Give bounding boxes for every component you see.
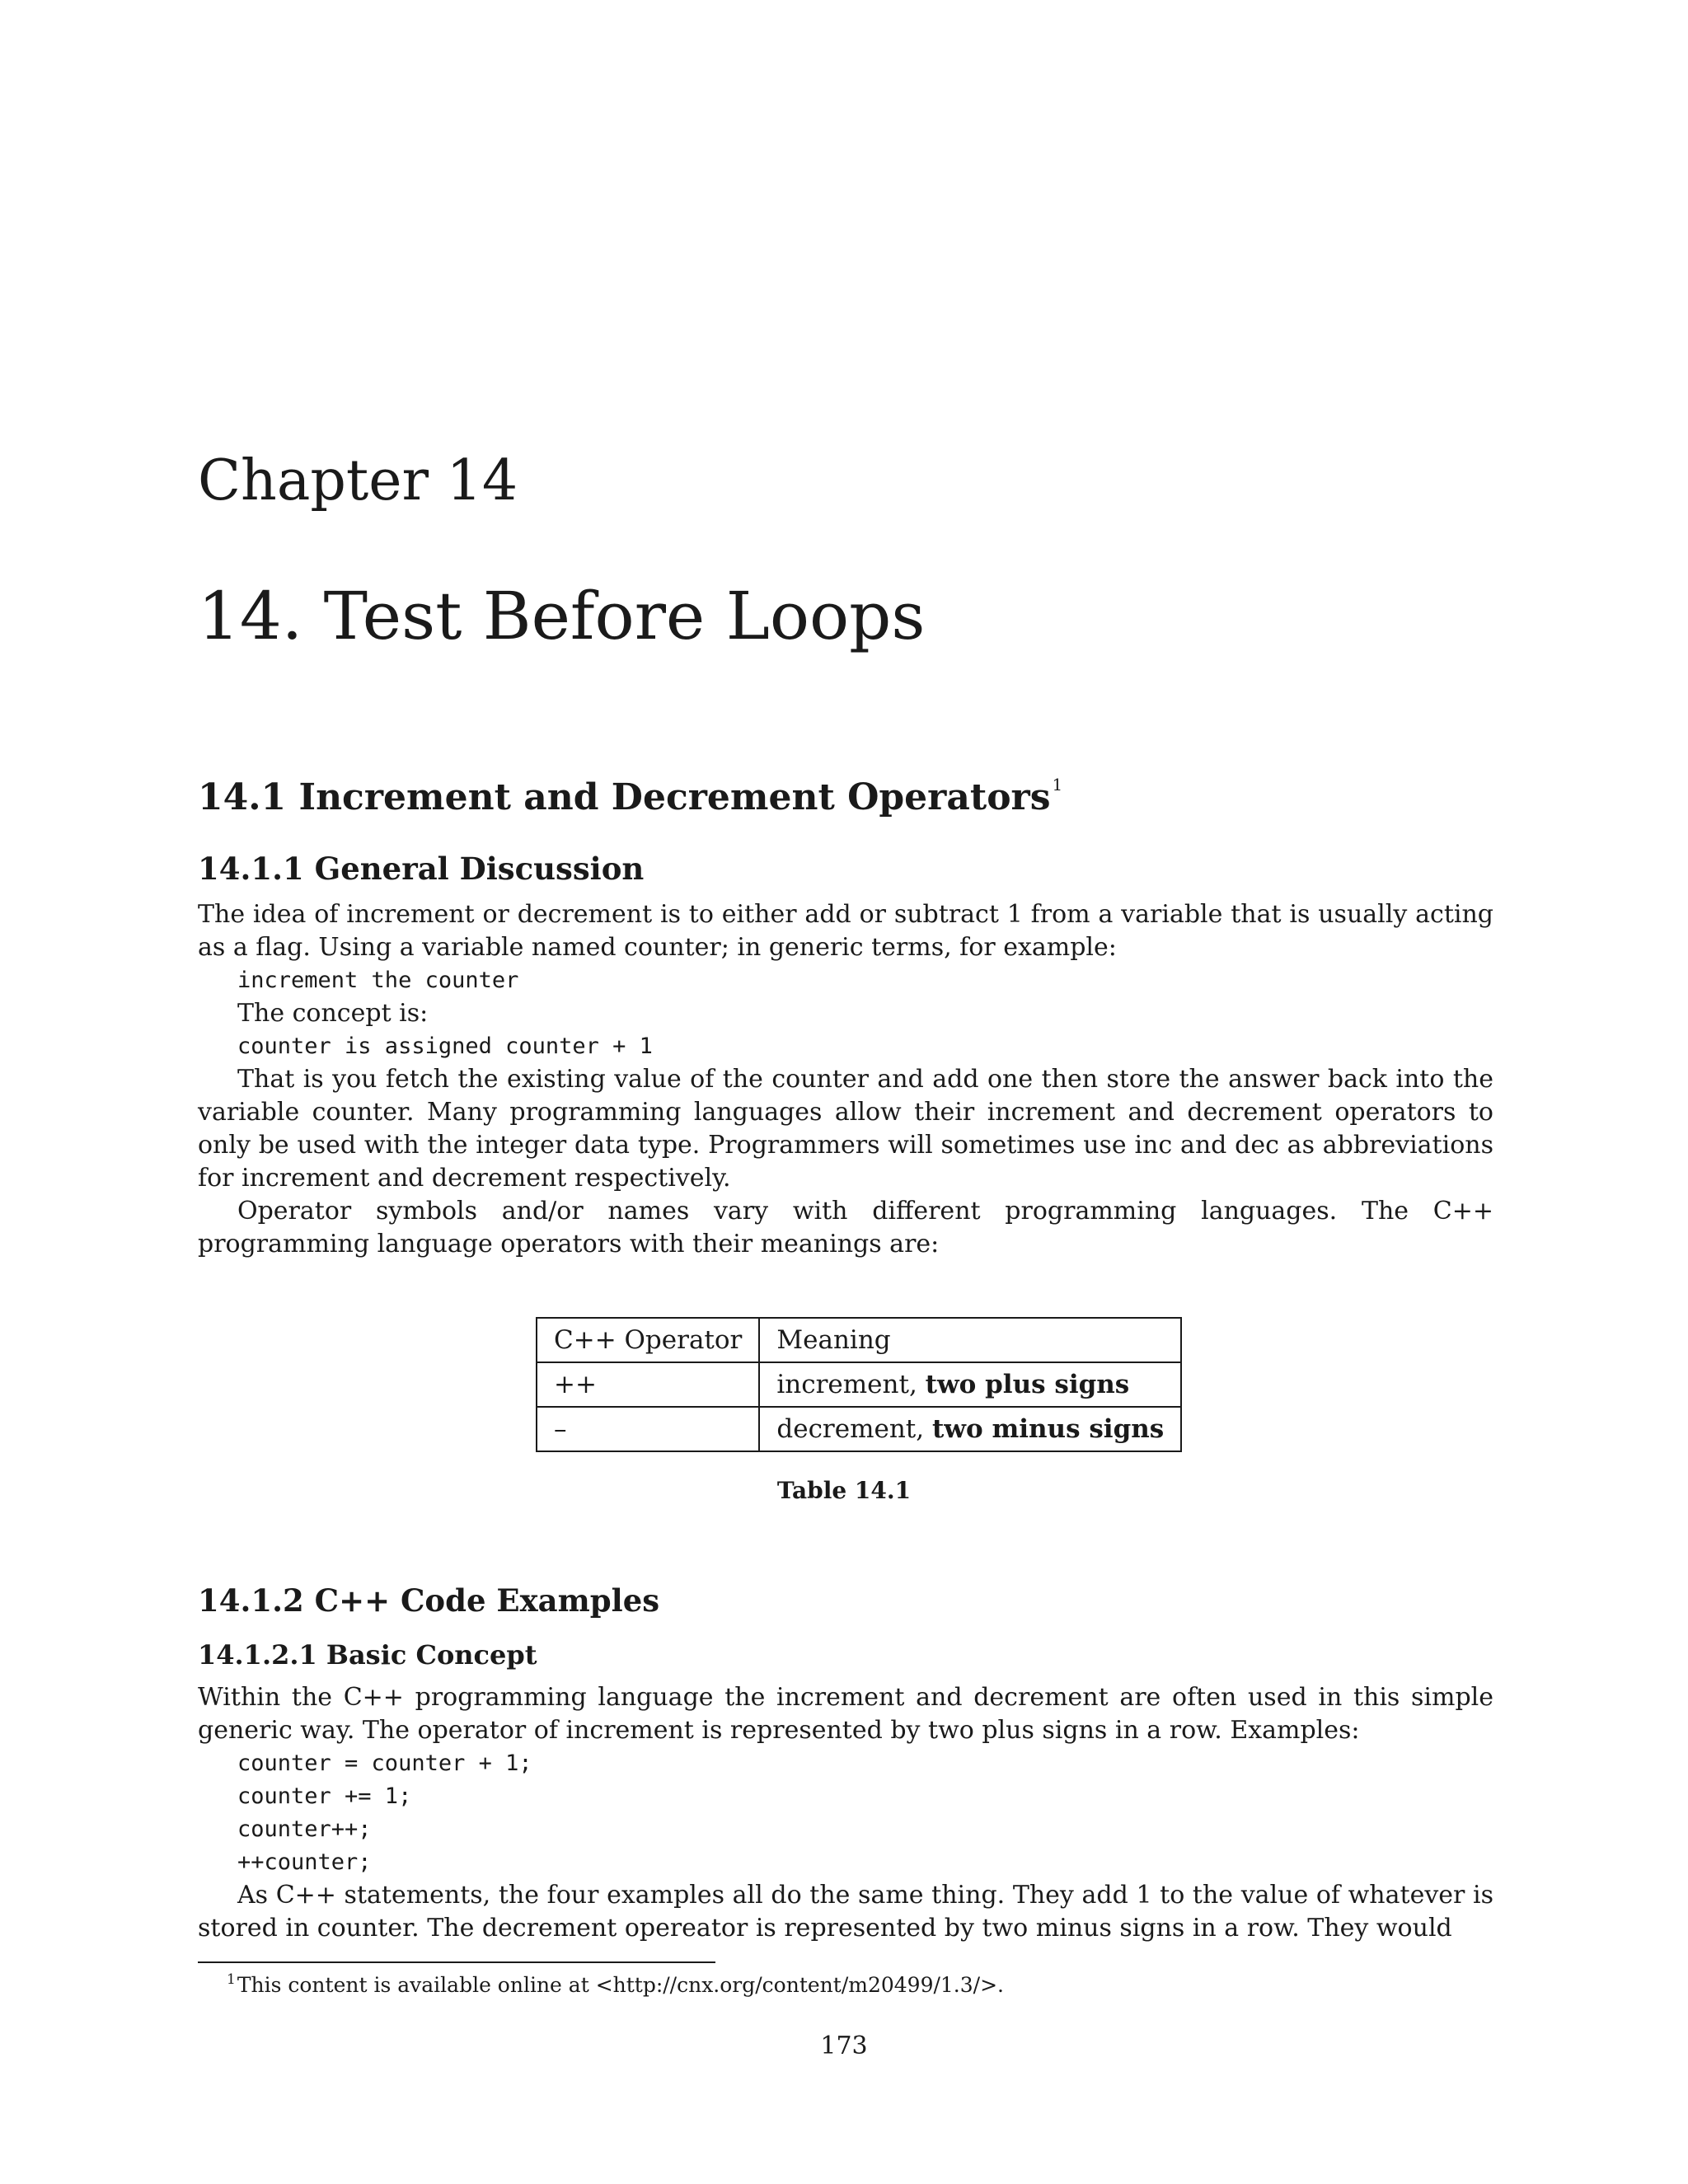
table-header-cell: Meaning (759, 1318, 1181, 1362)
paragraph: The concept is: (237, 999, 429, 1028)
paragraph: The idea of increment or decrement is to either add or subtract 1 from a variable that is usually acting as a flag. Using a variable named counter; in generic terms, for example: (198, 900, 1493, 962)
code-line: counter += 1; (237, 1783, 412, 1809)
table-header-row (537, 1318, 1181, 1362)
section-heading-14-1 (198, 775, 1063, 818)
chapter-title: 14. Test Before Loops (198, 578, 926, 654)
paragraph: That is you fetch the existing value of the counter and add one then store the answer back into the variable counter. Many programming languages allow their increment and decrement operators to only be used with the integer data type. Programmers will sometimes use inc and dec as abbreviations for increment and decrement respectively. (198, 1065, 1493, 1193)
paragraph: As C++ statements, the four examples all do the same thing. They add 1 to the value of whatever is stored in counter. The decrement opereator is represented by two minus signs in a row. They would (198, 1881, 1493, 1943)
section-heading-text: 14.1 Increment and Decrement Operators (198, 776, 1051, 818)
general-discussion-body (198, 898, 1493, 1261)
subsection-heading-14-1-1: 14.1.1 General Discussion (198, 851, 645, 887)
subsubsection-heading-14-1-2-1: 14.1.2.1 Basic Concept (198, 1639, 537, 1671)
table-header-cell: C++ Operator (537, 1318, 759, 1362)
operator-table (536, 1317, 1182, 1452)
table-caption: Table 14.1 (776, 1477, 912, 1504)
footnote-ref[interactable]: 1 (1052, 775, 1063, 794)
code-line: counter is assigned counter + 1 (237, 1033, 653, 1059)
footnote-rule (198, 1961, 715, 1963)
paragraph: Operator symbols and/or names vary with different programming languages. The C++ programming language operators with their meanings are: (198, 1197, 1493, 1258)
paragraph: Within the C++ programming language the increment and decrement are often used in this simple generic way. The operator of increment is represented by two plus signs in a row. Examples: (198, 1683, 1493, 1745)
table-cell-meaning (759, 1407, 1181, 1451)
meaning-bold: two minus signs (931, 1414, 1165, 1444)
chapter-label: Chapter 14 (198, 448, 518, 513)
code-line: increment the counter (237, 968, 519, 993)
table-row (537, 1407, 1181, 1451)
code-line: ++counter; (237, 1849, 372, 1875)
table-cell-meaning (759, 1362, 1181, 1407)
code-line: counter++; (237, 1816, 372, 1842)
page-number: 173 (820, 2032, 868, 2060)
footnote-marker: 1 (227, 1971, 236, 1988)
subsection-heading-14-1-2: 14.1.2 C++ Code Examples (198, 1582, 660, 1619)
table-cell-operator: – (537, 1407, 759, 1451)
basic-concept-body (198, 1681, 1493, 1945)
table-cell-operator: ++ (537, 1362, 759, 1407)
code-line: counter = counter + 1; (237, 1750, 532, 1776)
footnote (227, 1973, 1004, 1997)
meaning-bold: two plus signs (925, 1370, 1130, 1399)
footnote-text[interactable]: This content is available online at <http://cnx.org/content/m20499/1.3/>. (237, 1973, 1004, 1997)
meaning-prefix: increment, (776, 1370, 926, 1399)
meaning-prefix: decrement, (776, 1414, 932, 1444)
table-row (537, 1362, 1181, 1407)
